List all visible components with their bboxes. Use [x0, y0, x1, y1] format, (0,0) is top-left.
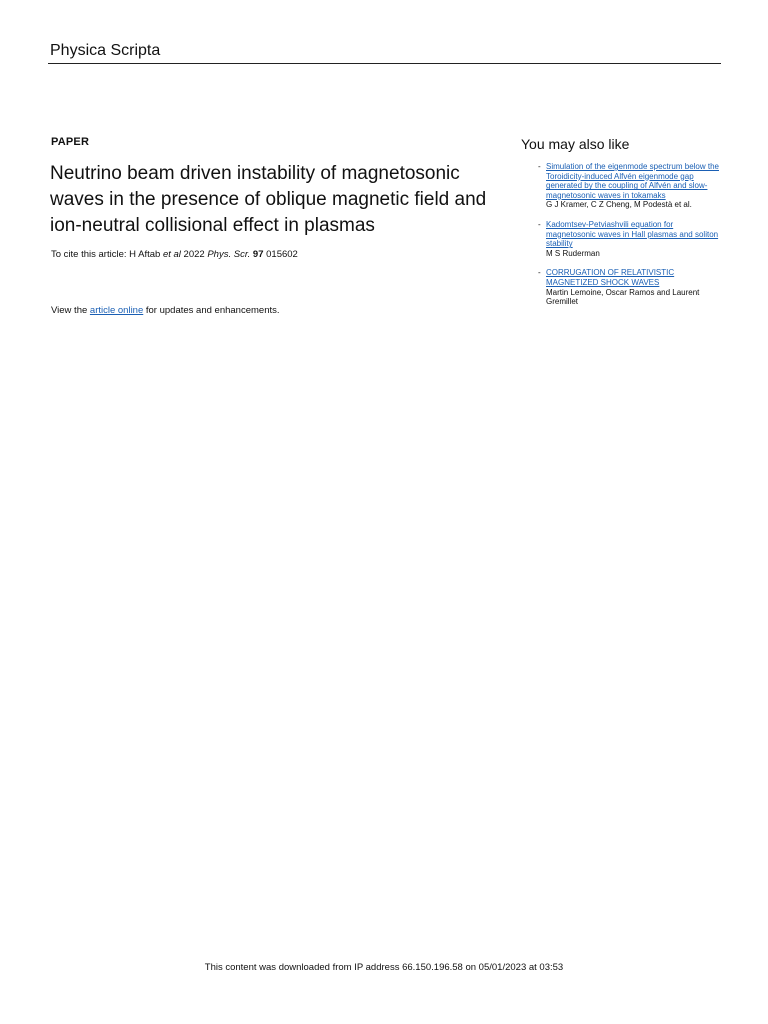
related-article-link[interactable]: CORRUGATION OF RELATIVISTIC MAGNETIZED SHOCK WAVES: [546, 268, 675, 287]
cite-volume: 97: [252, 249, 264, 260]
related-articles-list: [538, 162, 722, 317]
related-article-link[interactable]: Kadomtsev-Petviashvili equation for magnetosonic waves in Hall plasmas and soliton stability: [546, 219, 719, 249]
related-article-authors: M S Ruderman: [546, 248, 600, 258]
cite-prefix: To cite this article: H Aftab: [51, 249, 163, 260]
related-article-authors: Martin Lemoine, Oscar Ramos and Laurent Gremillet: [546, 287, 700, 307]
journal-name: Physica Scripta: [50, 42, 161, 59]
view-online-line: [51, 305, 280, 316]
view-suffix: for updates and enhancements.: [143, 305, 280, 316]
citation-line: [51, 249, 298, 260]
related-article-link[interactable]: Simulation of the eigenmode spectrum below the Toroidicity-induced Alfvén eigenmode gap generated by the coupling of Alfvén and slow-magnetosonic waves in tokamaks: [546, 162, 719, 200]
article-online-link[interactable]: article online: [89, 305, 144, 316]
cite-journal: Phys. Scr.: [207, 249, 251, 260]
list-dash: -: [538, 162, 541, 171]
article-type-label: PAPER: [51, 136, 90, 148]
cite-etal: et al: [162, 249, 181, 260]
related-article-authors: G J Kramer, C Z Cheng, M Podestà et al.: [546, 200, 692, 210]
view-prefix: View the: [51, 305, 90, 316]
cite-article-number: 015602: [263, 249, 298, 260]
cite-year: 2022: [180, 249, 208, 260]
article-title: Neutrino beam driven instability of magnetosonic waves in the presence of oblique magnetic field and ion-neutral collisional effect in plasmas: [50, 163, 487, 236]
you-may-also-like-heading: You may also like: [521, 136, 630, 152]
download-footer: This content was downloaded from IP address 66.150.196.58 on 05/01/2023 at 03:53: [204, 962, 564, 973]
related-article-item: [538, 268, 722, 306]
related-article-item: [538, 220, 722, 258]
list-dash: -: [538, 219, 541, 229]
related-article-item: [538, 162, 722, 210]
list-dash: -: [538, 268, 541, 278]
header-divider: [48, 63, 721, 64]
